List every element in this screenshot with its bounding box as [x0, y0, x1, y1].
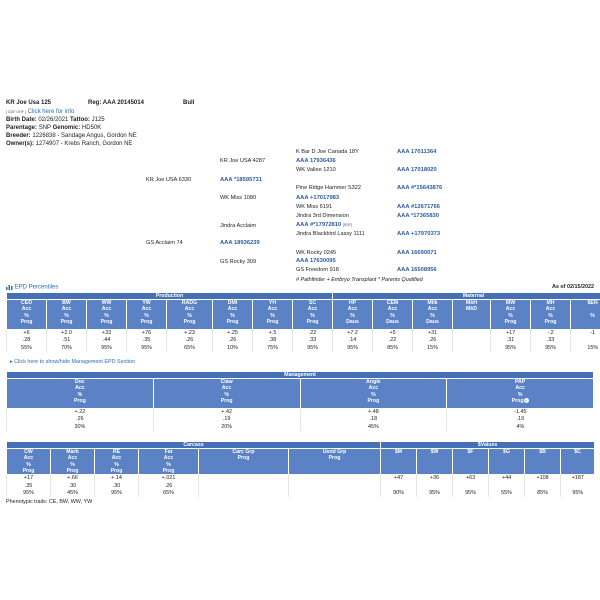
column-header-bw[interactable]: BW Acc % Prog — [47, 300, 87, 330]
table-cell: +17 — [7, 475, 51, 483]
table-cell — [489, 483, 525, 490]
breeder-line: Breeder: 1226838 - Sandage Angus, Gordon NE — [6, 133, 137, 139]
column-header-dmi[interactable]: DMI Acc % Prog — [213, 300, 253, 330]
column-header-ww[interactable]: WW Acc % Prog — [87, 300, 127, 330]
table-cell: .51 — [47, 337, 87, 344]
pedigree-sdd-name: WK Miss 6191 — [296, 204, 333, 210]
column-header-cem[interactable]: CEM Acc % Daus — [373, 300, 413, 330]
owner: 1274907 - Krebs Ranch, Gordon NE — [35, 141, 133, 147]
table-cell — [417, 483, 453, 490]
column-header-re[interactable]: RE Acc % Prog — [95, 449, 139, 475]
table-cell — [453, 345, 491, 352]
table-cell: .22 — [293, 330, 333, 338]
table-cell: 65% — [167, 345, 213, 352]
pedigree-dd-reg[interactable]: AAA 17630095 — [296, 258, 336, 264]
table-cell: 95% — [531, 345, 571, 352]
table-cell: .26 — [213, 337, 253, 344]
table-cell: 95% — [417, 490, 453, 497]
table-cell: 20% — [153, 424, 300, 431]
column-header-milk[interactable]: Milk Acc % Daus — [413, 300, 453, 330]
table-cell: .35 — [127, 337, 167, 344]
pedigree-sd-reg[interactable]: AAA +17017983 — [296, 195, 340, 201]
pedigree-ddd-name: GS Freedom 918 — [296, 267, 339, 273]
table-cell: .26 — [139, 483, 199, 490]
table-cell: 55% — [7, 345, 47, 352]
pedigree-dam-reg[interactable]: AAA 18936239 — [220, 240, 260, 246]
table-cell: 45% — [51, 490, 95, 497]
table-cell: +.14 — [95, 475, 139, 483]
pedigree-sire-name: KR Joe USA 6330 — [146, 177, 192, 183]
table-cell: +2.0 — [47, 330, 87, 338]
management-group-header: Management — [7, 372, 594, 379]
animal-registration: Reg: AAA 20145014 — [88, 100, 144, 106]
table-cell: 95% — [7, 490, 51, 497]
table-cell: 15% — [571, 345, 600, 352]
column-header-carc-grp[interactable]: Carc Grp Prog — [199, 449, 289, 475]
pedigree-ss-reg[interactable]: AAA 17936436 — [296, 158, 336, 164]
column-header-yh[interactable]: YH Acc % Prog — [253, 300, 293, 330]
table-cell: +108 — [525, 475, 561, 483]
table-cell: -1.45 — [447, 409, 594, 417]
column-header-mw[interactable]: MW Acc % Prog — [491, 300, 531, 330]
column-header-angle[interactable]: Angle Acc % Prog — [300, 379, 447, 409]
table-cell: +36 — [417, 475, 453, 483]
tattoo: J125 — [91, 117, 105, 123]
animal-name: KR Joe Usa 125 — [6, 100, 52, 106]
table-row — [7, 330, 600, 338]
table-cell: 70% — [47, 345, 87, 352]
table-cell: 75% — [253, 345, 293, 352]
table-cell: .26 — [7, 416, 154, 423]
table-cell: 95% — [87, 345, 127, 352]
table-cell: .35 — [7, 483, 51, 490]
pedigree-ssd-name: WK Vallee 1210 — [296, 167, 336, 173]
table-cell: .28 — [7, 337, 47, 344]
table-cell: +.22 — [7, 409, 154, 417]
column-header-fat[interactable]: Fat Acc % Prog — [139, 449, 199, 475]
epd-percentiles-title[interactable]: EPD Percentiles — [6, 284, 58, 291]
table-cell: +.021 — [139, 475, 199, 483]
pedigree-ss-name: KR Joe USA 4287 — [220, 158, 266, 164]
table-cell: 10% — [213, 345, 253, 352]
table-row — [7, 337, 600, 344]
table-cell: 90% — [381, 490, 417, 497]
table-cell: +7.2 — [333, 330, 373, 338]
table-cell: 15% — [413, 345, 453, 352]
pedigree-sds-reg[interactable]: AAA #*15643876 — [397, 185, 443, 191]
column-header-pap[interactable]: PAP Acc % Prog i — [447, 379, 594, 409]
column-header-mh[interactable]: MH Acc % Prog — [531, 300, 571, 330]
pedigree-ddd-reg[interactable]: AAA 16508956 — [397, 267, 437, 273]
column-header-c[interactable]: $C — [561, 449, 595, 475]
column-header-w[interactable]: $W — [417, 449, 453, 475]
pedigree-ds-name: Jindra Acclaim — [220, 223, 257, 229]
pedigree-dss-name: Jindra 3rd Dimension — [296, 213, 349, 219]
table-cell: +44 — [489, 475, 525, 483]
column-header-sc[interactable]: SC Acc % Prog — [293, 300, 333, 330]
bar-chart-icon — [6, 284, 13, 290]
table-cell: 95% — [293, 345, 333, 352]
table-cell: +76 — [127, 330, 167, 338]
table-cell — [381, 483, 417, 490]
carcass-values-table — [6, 441, 595, 497]
management-table — [6, 371, 594, 431]
table-cell: 95% — [453, 490, 489, 497]
owner-line: Owner(s): 1274907 - Krebs Ranch, Gordon NE — [6, 141, 133, 147]
table-cell — [453, 483, 489, 490]
table-cell: .33 — [531, 337, 571, 344]
carcass-group-header: Carcass — [7, 442, 381, 449]
parentage: SNP — [38, 125, 51, 131]
table-cell: +6 — [7, 330, 47, 338]
table-cell: .19 — [447, 416, 594, 423]
column-header-g[interactable]: $G — [489, 449, 525, 475]
breeder: 1226838 - Sandage Angus, Gordon NE — [32, 133, 137, 139]
pedigree-sss-name: K Bar D Joe Canada 18Y — [296, 149, 359, 155]
table-cell: .30 — [51, 483, 95, 490]
maternal-group-header: Maternal — [333, 293, 600, 300]
table-cell: -1 — [571, 330, 600, 338]
table-cell: +.48 — [300, 409, 447, 417]
table-cell — [561, 483, 595, 490]
values-group-header: $Values — [381, 442, 595, 449]
info-line — [6, 109, 74, 116]
table-cell: 65% — [139, 490, 199, 497]
column-header-mkh[interactable]: MkH MkD — [453, 300, 491, 330]
table-cell: +.66 — [51, 475, 95, 483]
table-cell: +.23 — [167, 330, 213, 338]
table-cell: .22 — [373, 337, 413, 344]
table-cell: 45% — [300, 424, 447, 431]
info-icon[interactable]: i — [525, 398, 527, 404]
table-cell: -.2 — [531, 330, 571, 338]
table-cell: +47 — [381, 475, 417, 483]
table-cell: +187 — [561, 475, 595, 483]
column-header-usnd-grp[interactable]: Usnd Grp Prog — [289, 449, 381, 475]
table-cell: 4% — [447, 424, 594, 431]
table-cell: .33 — [293, 337, 333, 344]
toggle-icon: ▸ — [10, 359, 13, 365]
table-cell: +33 — [87, 330, 127, 338]
pedigree-sdd-reg[interactable]: AAA #12671766 — [397, 204, 440, 210]
management-toggle-link[interactable]: ▸ Click here to show/hide Management EPD Section — [10, 359, 135, 365]
table-cell: .30 — [95, 483, 139, 490]
phenotypic-traits-note: Phenotypic traits: CE, BW, WW, YW — [6, 499, 93, 505]
table-cell: 95% — [561, 490, 595, 497]
table-cell: 95% — [333, 345, 373, 352]
table-cell — [289, 490, 381, 497]
table-cell: 30% — [7, 424, 154, 431]
pedigree-dss-reg[interactable]: AAA *17365830 — [397, 213, 440, 219]
table-cell: .18 — [300, 416, 447, 423]
column-header-en[interactable]: $EN % — [571, 300, 600, 330]
table-cell — [199, 475, 289, 483]
table-cell: +.5 — [253, 330, 293, 338]
table-cell — [289, 483, 381, 490]
table-cell: .26 — [167, 337, 213, 344]
table-cell: .14 — [333, 337, 373, 344]
column-header-doc[interactable]: Doc Acc % Prog — [7, 379, 154, 409]
table-cell: 95% — [491, 345, 531, 352]
pedigree-ssd-reg[interactable]: AAA 17018020 — [397, 167, 437, 173]
production-group-header: Production — [7, 293, 333, 300]
birth-date: 02/26/2021 — [38, 117, 69, 123]
birth-line: Birth Date: 02/26/2021 Tattoo: J125 — [6, 117, 105, 123]
column-header-ced[interactable]: CED Acc % Prog — [7, 300, 47, 330]
table-cell: 55% — [489, 490, 525, 497]
table-cell: 85% — [525, 490, 561, 497]
column-header-hp[interactable]: HP Acc % Daus — [333, 300, 373, 330]
table-cell — [453, 330, 491, 338]
table-cell: +63 — [453, 475, 489, 483]
table-cell — [289, 475, 381, 483]
pedigree-ds-reg[interactable]: AAA #*17972810 [RDF] — [296, 222, 353, 228]
table-row — [7, 416, 594, 423]
pedigree-dsd-name: Jindra Blackbird Lassy 1111 — [296, 231, 365, 237]
table-cell — [525, 483, 561, 490]
column-header-radg[interactable]: RADG Acc % Prog — [167, 300, 213, 330]
table-row — [7, 345, 600, 352]
animal-sex: Bull — [183, 100, 195, 106]
table-row — [7, 424, 594, 431]
table-cell — [199, 483, 289, 490]
table-cell: +17 — [491, 330, 531, 338]
table-row — [7, 409, 594, 417]
table-cell: .44 — [87, 337, 127, 344]
column-header-b[interactable]: $B — [525, 449, 561, 475]
table-cell: 85% — [373, 345, 413, 352]
column-header-m[interactable]: $M — [381, 449, 417, 475]
table-cell: +5 — [373, 330, 413, 338]
pedigree-dd-name: GS Rocky 309 — [220, 259, 257, 265]
table-cell: +.42 — [153, 409, 300, 417]
table-cell: +.25 — [213, 330, 253, 338]
pedigree-sss-reg[interactable]: AAA 17011364 — [397, 149, 437, 155]
epd-table — [6, 292, 600, 352]
pedigree-dds-reg[interactable]: AAA 16690071 — [397, 250, 437, 256]
table-row — [7, 475, 595, 483]
pedigree-dam-name: GS Acclaim 74 — [146, 240, 183, 246]
table-cell: 95% — [127, 345, 167, 352]
pedigree-sire-reg[interactable]: AAA *18595731 — [220, 177, 263, 183]
column-header-marb[interactable]: Marb Acc % Prog — [51, 449, 95, 475]
pedigree-dsd-reg[interactable]: AAA +17970373 — [397, 231, 441, 237]
table-cell: .19 — [153, 416, 300, 423]
table-row — [7, 483, 595, 490]
table-cell: .26 — [413, 337, 453, 344]
column-header-claw[interactable]: Claw Acc % Prog — [153, 379, 300, 409]
column-header-cw[interactable]: CW Acc % Prog — [7, 449, 51, 475]
column-header-f[interactable]: $F — [453, 449, 489, 475]
table-cell: +31 — [413, 330, 453, 338]
table-cell: .31 — [491, 337, 531, 344]
table-cell: 95% — [95, 490, 139, 497]
table-cell — [199, 490, 289, 497]
genomic: HD50K — [81, 125, 102, 131]
animal-codes: [ DDF OHF ] — [6, 110, 26, 114]
parentage-line: Parentage: SNP Genomic: HD50K — [6, 125, 102, 131]
column-header-yw[interactable]: YW Acc % Prog — [127, 300, 167, 330]
pedigree-sd-name: WK Miss 1080 — [220, 195, 257, 201]
table-row — [7, 490, 595, 497]
pedigree-sds-name: Pine Ridge Hammer S322 — [296, 185, 361, 191]
table-cell: .38 — [253, 337, 293, 344]
more-info-link[interactable]: Click here for info — [27, 109, 75, 115]
pedigree-legend: # Pathfinder + Embryo Transplant * Parents Qualified — [296, 277, 423, 283]
as-of-date: As of 02/15/2022 — [552, 284, 594, 290]
table-cell — [571, 337, 600, 344]
pedigree-dds-name: WK Rocky 0245 — [296, 250, 337, 256]
table-cell — [453, 337, 491, 344]
